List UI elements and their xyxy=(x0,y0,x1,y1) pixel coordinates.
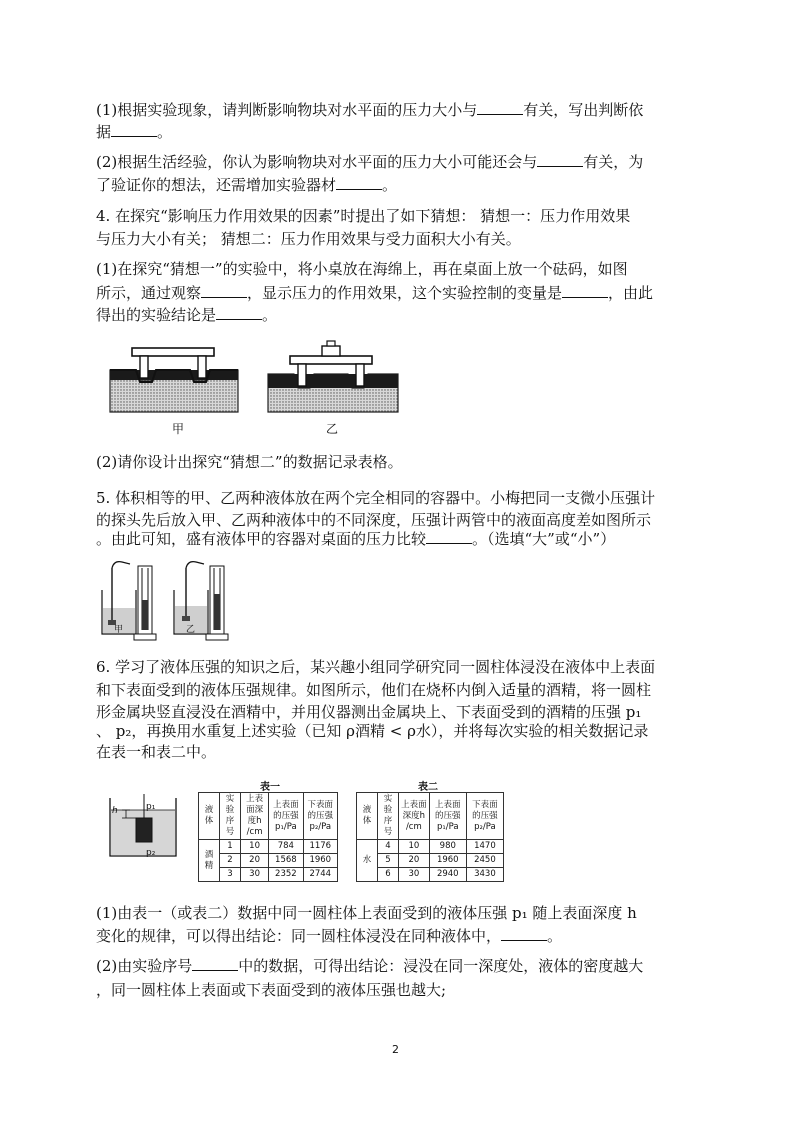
table-cell-liquid: 酒精 xyxy=(199,840,220,882)
table-cell: 2 xyxy=(220,854,241,868)
answer-blank[interactable] xyxy=(562,283,608,298)
table-header: 液体 xyxy=(199,793,220,840)
table2-caption: 表二 xyxy=(418,782,438,793)
table-cell: 2352 xyxy=(269,868,303,882)
table-header: 实验序号 xyxy=(378,793,399,840)
q6-part2-line2: ，同一圆柱体上表面或下表面受到的液体压强也越大; xyxy=(96,981,447,999)
q6-line5: 在表一和表二中。 xyxy=(96,743,217,761)
table-header: 上表面的压强 p₁/Pa xyxy=(269,793,303,840)
small-table-yi xyxy=(290,356,372,364)
answer-blank[interactable] xyxy=(192,956,238,971)
answer-blank[interactable] xyxy=(426,529,472,544)
table-cell: 2744 xyxy=(303,868,337,882)
table-cell: 4 xyxy=(378,840,399,854)
table-cell: 784 xyxy=(269,840,303,854)
table-row xyxy=(357,840,504,854)
answer-blank[interactable] xyxy=(216,305,262,320)
table-header: 下表面的压强 p₂/Pa xyxy=(303,793,337,840)
table-cell: 20 xyxy=(399,854,430,868)
table-cell: 10 xyxy=(241,840,269,854)
table-cell: 1176 xyxy=(303,840,337,854)
table-cell: 1568 xyxy=(269,854,303,868)
q3-part1-line2: 据 。 xyxy=(96,123,173,141)
q6-part2-line1: (2)由实验序号 中的数据，可得出结论：浸没在同一深度处，液体的密度越大 xyxy=(96,957,644,975)
table-cell: 2940 xyxy=(429,868,466,882)
answer-blank[interactable] xyxy=(201,283,247,298)
q5-line1: 5. 体积相等的甲、乙两种液体放在两个完全相同的容器中。小梅把同一支微小压强计 xyxy=(96,489,656,507)
table-cell-liquid: 水 xyxy=(357,840,378,882)
answer-blank[interactable] xyxy=(336,175,382,190)
u-tube-gauge-yi xyxy=(206,566,228,640)
figure-label-jia: 甲 xyxy=(114,625,124,635)
table-header: 下表面的压强 p₂/Pa xyxy=(466,793,503,840)
q4-part1-line3: 得出的实验结论是 。 xyxy=(96,306,278,324)
q6-line1: 6. 学习了液体压强的知识之后，某兴趣小组同学研究同一圆柱体浸没在液体中上表面 xyxy=(96,658,656,676)
q6-line2: 和下表面受到的液体压强规律。如图所示，他们在烧杯内倒入适量的酒精，将一圆柱 xyxy=(96,681,652,699)
table-cell: 3 xyxy=(220,868,241,882)
table-header: 上表面深度h /cm xyxy=(399,793,430,840)
u-tube-gauge-jia xyxy=(134,566,156,640)
answer-blank[interactable] xyxy=(477,100,523,115)
table-header: 上表面的压强 p₁/Pa xyxy=(429,793,466,840)
figure-label-yi: 乙 xyxy=(326,422,339,436)
table-row xyxy=(357,854,504,868)
table-header: 上表面深度h /cm xyxy=(241,793,269,840)
q4-part1-line1: (1)在探究“猜想一”的实验中，将小桌放在海绵上，再在桌面上放一个砝码，如图 xyxy=(96,260,628,278)
table-row xyxy=(199,854,338,868)
answer-blank[interactable] xyxy=(537,152,583,167)
table-cell: 1 xyxy=(220,840,241,854)
table-header-row xyxy=(357,793,504,840)
table-cell: 30 xyxy=(241,868,269,882)
q4-part1-line2: 所示，通过观察 ，显示压力的作用效果，这个实验控制的变量是 ，由此 xyxy=(96,284,654,302)
depth-label: h xyxy=(112,806,118,816)
table-row xyxy=(199,840,338,854)
q4-part2: (2)请你设计出探究“猜想二”的数据记录表格。 xyxy=(96,453,403,471)
answer-blank[interactable] xyxy=(111,122,157,137)
table-cell: 20 xyxy=(241,854,269,868)
q6-line4: 、 p₂，再换用水重复上述实验（已知 ρ酒精 < ρ水），并将每次实验的相关数据记录 xyxy=(96,722,649,740)
table-cell: 5 xyxy=(378,854,399,868)
figure-label-yi: 乙 xyxy=(186,625,196,635)
p2-label: p₂ xyxy=(146,848,156,858)
answer-blank[interactable] xyxy=(501,926,547,941)
table-cell: 3430 xyxy=(466,868,503,882)
table1-caption: 表一 xyxy=(260,782,280,793)
table-header: 实验序号 xyxy=(220,793,241,840)
q6-part1-line2: 变化的规律，可以得出结论：同一圆柱体浸没在同种液体中， 。 xyxy=(96,927,563,945)
q6-part1-line1: (1)由表一（或表二）数据中同一圆柱体上表面受到的液体压强 p₁ 随上表面深度 h xyxy=(96,904,637,922)
q4-line2: 与压力大小有关； 猜想二：压力作用效果与受力面积大小有关。 xyxy=(96,230,521,248)
page-number: 2 xyxy=(392,1043,399,1056)
table-header-row xyxy=(199,793,338,840)
q5-line2: 的探头先后放入甲、乙两种液体中的不同深度，压强计两管中的液面高度差如图所示 xyxy=(96,511,652,529)
q3-part2-line1: (2)根据生活经验，你认为影响物块对水平面的压力大小可能还会与 有关，为 xyxy=(96,153,644,171)
table2 xyxy=(356,792,504,882)
q6-line3: 形金属块竖直浸没在酒精中，并用仪器测出金属块上、下表面受到的酒精的压强 p₁ xyxy=(96,703,642,721)
sponge-table-figure xyxy=(108,338,418,438)
table1 xyxy=(198,792,338,882)
p1-label: p₁ xyxy=(146,802,156,812)
table-cell: 1470 xyxy=(466,840,503,854)
table-header: 液体 xyxy=(357,793,378,840)
q3-part1-line1: (1)根据实验现象，请判断影响物块对水平面的压力大小与 有关，写出判断依 xyxy=(96,101,644,119)
table-cell: 980 xyxy=(429,840,466,854)
table-cell: 2450 xyxy=(466,854,503,868)
q5-line3: 。由此可知，盛有液体甲的容器对桌面的压力比较 。（选填“大”或“小”） xyxy=(96,530,616,548)
table-cell: 30 xyxy=(399,868,430,882)
figure-label-jia: 甲 xyxy=(172,422,185,436)
q4-line1: 4. 在探究“影响压力作用效果的因素”时提出了如下猜想： 猜想一：压力作用效果 xyxy=(96,207,631,225)
table-row xyxy=(357,868,504,882)
table-cell: 6 xyxy=(378,868,399,882)
small-table-jia xyxy=(132,348,214,356)
weight-block xyxy=(322,346,340,356)
table-cell: 1960 xyxy=(429,854,466,868)
table-row xyxy=(199,868,338,882)
q3-part2-line2: 了验证你的想法，还需增加实验器材 。 xyxy=(96,176,398,194)
table-cell: 1960 xyxy=(303,854,337,868)
table-cell: 10 xyxy=(399,840,430,854)
